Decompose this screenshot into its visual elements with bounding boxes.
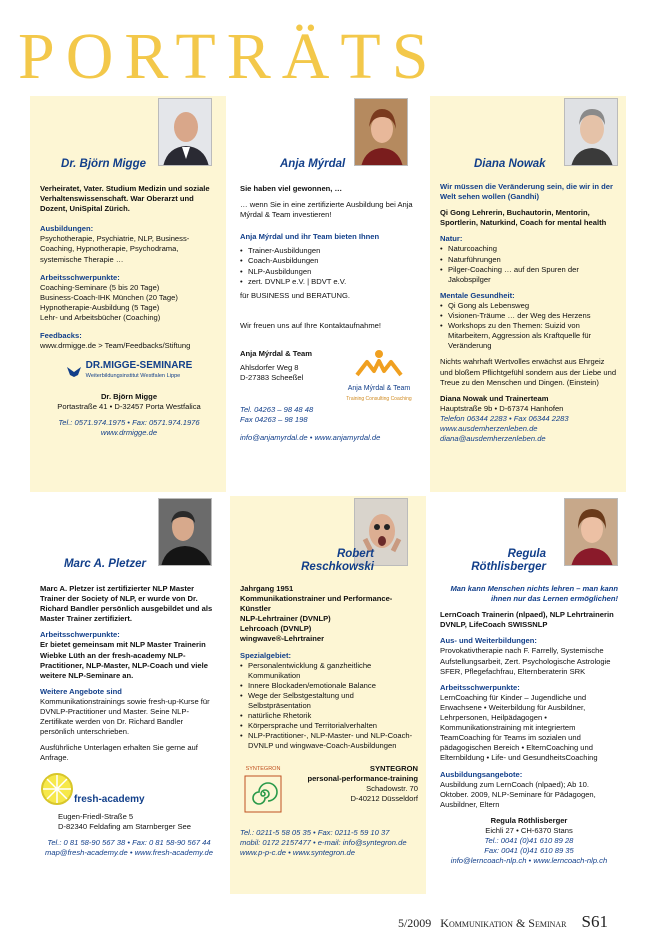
card-migge [30, 96, 226, 492]
contact-address: Eichli 27 • CH-6370 Stans [485, 825, 573, 835]
line-item: Coaching-Seminare (5 bis 20 Tage) [40, 282, 160, 292]
person-name: Marc A. Pletzer [63, 558, 146, 570]
line-item: Hypnotherapie-Ausbildung (5 Tage) [40, 302, 160, 312]
logo-text: SYNTEGRON [245, 765, 281, 772]
section-text: Kommunikationstrainings sowie fresh-up-Kurse für DVNLP-Practitioner und Master. Seine NLP-Zertifikate werden von Dr. Richard Bandler persönlich unterschrieben. [40, 696, 210, 737]
page-banner [0, 0, 656, 96]
intro-text: LernCoach Trainerin (nlpaed), NLP Lehrtrainerin DVNLP, LifeCoach SWISSNLP [440, 610, 614, 630]
contact-street: Ahlsdorfer Weg 8 [240, 363, 299, 373]
contact-city: D-82340 Feldafing am Starnberger See [58, 821, 191, 831]
person-name [471, 548, 546, 574]
contact-name: Dr. Björn Migge [100, 391, 158, 401]
card-body [40, 584, 218, 858]
list-item: • Körpersprache und Territorialverhalten [240, 721, 418, 731]
contact-phone: Tel.: 0571.974.1975 • Fax: 0571.974.1976 [58, 417, 200, 427]
last-name: Röthlisberger [471, 561, 546, 573]
contact-website[interactable]: www.drmigge.de [100, 427, 158, 437]
portrait-photo [564, 98, 618, 166]
first-name: Robert [336, 548, 374, 560]
logo-subtitle: Training Consulting Coaching [346, 396, 412, 403]
contact-name: Regula Röthlisberger [490, 815, 568, 825]
section-heading: Anja Mýrdal und ihr Team bieten Ihnen [240, 232, 380, 242]
contact-phone: Tel.: 0041 (0)41 610 89 28 [484, 836, 574, 846]
eagle-icon [66, 363, 82, 379]
team-figures-icon [354, 349, 404, 381]
section-heading: Ausbildungsangebote: [440, 769, 523, 779]
list-item: • Visionen-Träume … der Weg des Herzens [440, 311, 618, 321]
spiral-icon [243, 774, 283, 814]
list-item: • Innere Blockaden/emotionale Balance [240, 681, 418, 691]
contact-fax: Fax 04263 – 98 198 [240, 415, 308, 425]
contact-website[interactable]: map@fresh-academy.de • www.fresh-academy.de [45, 847, 213, 857]
contact-email[interactable]: diana@ausdemherzenleben.de [440, 434, 546, 444]
list-item: • NLP-Ausbildungen [240, 267, 418, 277]
last-name: Reschkowski [301, 561, 374, 573]
line-item: Lehr- und Arbeitsbücher (Coaching) [40, 313, 161, 323]
card-roethlisberger [430, 496, 626, 894]
contact-phone: Tel.: 0211-5 58 05 35 • Fax: 0211-5 59 10 37 [240, 827, 390, 837]
syntegron-logo [240, 764, 286, 817]
list-item: • Trainer-Ausbildungen [240, 246, 418, 256]
section-text: LernCoaching für Kinder – Jugendliche und Erwachsene • Weiterbildung für Ausbildner, Lehrpersonen, Heilpädagogen • Kommunikationstraining mit integriertem TeamCoaching für Teams im sozialen und pädagogischen Bereich • ElternCoaching und Elternbildung • Life- und GesundheitsCoaching [440, 692, 598, 763]
contact-city: D-27383 Scheeßel [240, 373, 304, 383]
contact-name: Diana Nowak und Trainerteam [440, 393, 549, 403]
myrdal-logo [336, 349, 422, 404]
card-nowak [430, 96, 626, 492]
intro-text: Jahrgang 1951 Kommunikationstrainer und Performance-Künstler NLP-Lehrtrainer (DVNLP) Lehrcoach (DVNLP) wingwave®-Lehrtrainer [240, 584, 393, 644]
card-reschkowski [230, 496, 426, 894]
intro-text: Sie haben viel gewonnen, … [240, 184, 343, 193]
list-item: • Personalentwicklung & ganzheitliche Kommunikation [240, 661, 418, 681]
portrait-photo [158, 98, 212, 166]
intro-text: Qi Gong Lehrerin, Buchautorin, Mentorin, Sportlerin, Naturkind, Coach for mental health [440, 208, 607, 228]
section-heading: Arbeitsschwerpunkte: [440, 682, 520, 692]
lemon-slice-icon [40, 772, 74, 806]
person-name: Anja Mýrdal [280, 158, 346, 170]
list-item: • NLP-Practitioner-, NLP-Master- und NLP-Coach-DVNLP und wingwave-Coach-Ausbildungen [240, 731, 418, 751]
contact-subtitle: personal-performance-training [307, 773, 418, 783]
contact-phone: Telefon 06344 2283 • Fax 06344 2283 [440, 413, 569, 423]
person-name: Diana Nowak [474, 158, 546, 170]
portrait-photo [564, 498, 618, 566]
issue-number: 5/2009 [397, 916, 432, 930]
feedback-link[interactable]: www.drmigge.de > Team/Feedbacks/Stiftung [40, 341, 191, 351]
contact-website[interactable]: www.ausdemherzenleben.de [440, 423, 538, 433]
section-heading: Arbeitsschwerpunkte: [40, 272, 120, 282]
contact-street: Eugen-Friedl-Straße 5 [58, 811, 134, 821]
body-text: für BUSINESS und BERATUNG. [240, 290, 351, 300]
line-item: Business-Coach-IHK München (20 Tage) [40, 292, 178, 302]
contact-name: SYNTEGRON [369, 763, 418, 773]
card-pletzer [30, 496, 226, 894]
list-item: • zert. DVNLP e.V. | BDVT e.V. [240, 277, 418, 287]
portrait-grid [30, 96, 626, 938]
page-footer [0, 908, 656, 948]
first-name: Regula [507, 548, 546, 560]
list-item: • natürliche Rhetorik [240, 711, 418, 721]
section-text: Psychotherapie, Psychiatrie, NLP, Business-Coaching, Hypnotherapie, Psychodrama, systemische Therapie … [40, 234, 190, 264]
logo-text: Anja Mýrdal & Team [347, 385, 411, 393]
card-body [440, 182, 618, 444]
intro-text: Verheiratet, Vater. Studium Medizin und soziale Verhaltenswissenschaft. War Oberarzt und Dozent, UniSpital Zürich. [40, 184, 210, 214]
section-heading: Spezialgebiet: [240, 650, 292, 660]
list-item: • Workshops zu den Themen: Suizid von Mitarbeitern, Aggression als Kraftquelle für Veränderung [440, 321, 618, 351]
intro-text: Marc A. Pletzer ist zertifizierter NLP Master Trainer der Society of NLP, er wurde von Dr. Richard Bandler persönlich ausgebildet und als Master Trainer zertifiziert. [40, 584, 213, 624]
portrait-photo [354, 98, 408, 166]
list-item: • Wege der Selbstgestaltung und Selbstpräsentation [240, 691, 418, 711]
contact-phone: Tel.: 0 81 58-90 567 38 • Fax: 0 81 58-90 567 44 [47, 837, 211, 847]
page-number: S61 [581, 912, 608, 931]
contact-name: Anja Mýrdal & Team [240, 348, 313, 358]
body-text: … wenn Sie in eine zertifizierte Ausbildung bei Anja Mýrdal & Team investieren! [240, 200, 413, 220]
card-body [240, 184, 418, 443]
fresh-academy-logo [40, 772, 218, 806]
contact-fax: Fax: 0041 (0)41 610 89 35 [484, 846, 574, 856]
contact-address: Portastraße 41 • D-32457 Porta Westfalica [57, 401, 201, 411]
contact-city: D-40212 Düsseldorf [350, 793, 418, 803]
section-heading: Feedbacks: [40, 331, 82, 341]
list-item: • Naturcoaching [440, 244, 618, 254]
section-text: Ausbildung zum LernCoach (nlpaed); Ab 10. Oktober. 2009, NLP-Seminare für Pädagogen, Ausbildner, Eltern [440, 779, 596, 809]
quote-text: Man kann Menschen nichts lehren – man kann ihnen nur das Lernen ermöglichen! [450, 584, 618, 604]
contact-street: Schadowstr. 70 [366, 783, 418, 793]
body-text: Nichts wahrhaft Wertvolles erwächst aus Ehrgeiz und bloßem Pflichtgefühl sondern aus der Liebe und Treue zu den Menschen und Dingen. (Einstein) [440, 357, 617, 387]
logo-text: fresh-academy [74, 794, 145, 806]
person-name: Dr. Björn Migge [61, 158, 146, 170]
section-text: Er bietet gemeinsam mit NLP Master Trainerin Wiebke Lüth an der fresh-academy NLP-Practitioner, NLP-Master, NLP-Coach und viele weitere NLP-Seminare an. [40, 640, 208, 680]
card-body [40, 184, 218, 438]
section-heading: Ausbildungen: [40, 224, 94, 234]
page-title: PORTRÄTS [18, 20, 440, 93]
list-item: • Qi Gong als Lebensweg [440, 301, 618, 311]
section-heading: Mentale Gesundheit: [440, 290, 515, 300]
section-heading: Arbeitsschwerpunkte: [40, 630, 120, 640]
section-heading: Natur: [440, 234, 463, 244]
section-heading: Aus- und Weiterbildungen: [440, 636, 537, 646]
section-text: Provokativtherapie nach F. Farrelly, Systemische Aufstellungsarbeit, Zert. Psychologische Astrologie SFER, Pflegefachfrau, Elternberaterin SRK [440, 646, 611, 676]
logo-subtitle: Weiterbildungsinstitut Westfalen Lippe [85, 373, 181, 380]
contact-address: Hauptstraße 9b • D-67374 Hanhofen [440, 403, 564, 413]
logo-title: DR.MIGGE-SEMINARE [85, 360, 193, 372]
person-name [301, 548, 374, 574]
migge-logo [40, 361, 218, 381]
card-body [440, 584, 618, 866]
list-item: • Coach-Ausbildungen [240, 256, 418, 266]
magazine-name: Kommunikation & Seminar [440, 916, 567, 930]
contact-phone: Tel. 04263 – 98 48 48 [240, 405, 314, 415]
contact-mobile: mobil: 0172 2157477 • e-mail: info@syntegron.de [240, 837, 407, 847]
portrait-photo [158, 498, 212, 566]
body-text: Wir freuen uns auf Ihre Kontaktaufnahme! [240, 320, 381, 330]
section-heading: Weitere Angebote sind [40, 686, 122, 696]
contact-website[interactable]: info@lerncoach-nlp.ch • www.lerncoach-nlp.ch [450, 856, 608, 866]
card-body [240, 584, 418, 858]
quote-text: Wir müssen die Veränderung sein, die wir in der Welt sehen wollen (Gandhi) [440, 182, 613, 202]
contact-website[interactable]: www.p-p-c.de • www.syntegron.de [240, 847, 355, 857]
card-myrdal [230, 96, 426, 492]
list-item: • Naturführungen [440, 255, 618, 265]
list-item: • Pilger-Coaching … auf den Spuren der Jakobspilger [440, 265, 618, 285]
body-text: Ausführliche Unterlagen erhalten Sie gerne auf Anfrage. [40, 743, 198, 763]
contact-website[interactable]: info@anjamyrdal.de • www.anjamyrdal.de [240, 433, 381, 443]
